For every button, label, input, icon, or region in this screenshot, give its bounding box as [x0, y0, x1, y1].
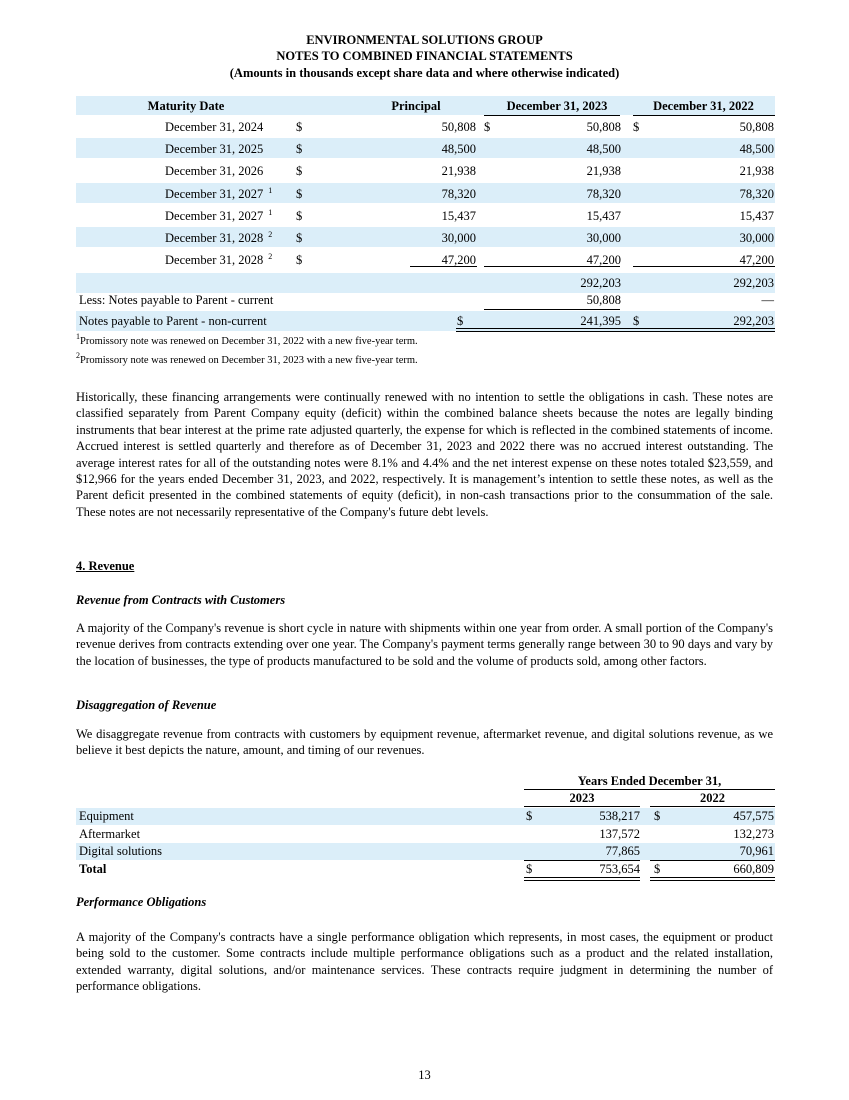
paragraph-contracts: A majority of the Company's revenue is short cycle in nature with shipments within one year from order. A small portion of the Company's revenue derives from contracts extending over one year. The Company's payment terms generally range between 30 to 90 days and vary by the location of businesses, the type of products manufactured to be sold and the volume of products sold, among other factors.	[76, 621, 773, 668]
subheading-disaggregation: Disaggregation of Revenue	[76, 698, 217, 712]
revenue-total-2023: 753,654	[599, 862, 640, 876]
dollar-sign: $	[526, 809, 533, 823]
subheading-performance: Performance Obligations	[76, 895, 207, 909]
maturity-date: December 31, 2027 $^1$	[165, 207, 273, 223]
total-2023: 292,203	[580, 276, 621, 290]
value-2022: 15,437	[739, 208, 774, 223]
dollar-sign: $	[296, 120, 303, 134]
dollar-sign: $	[457, 314, 464, 328]
value-2023: 48,500	[586, 142, 621, 157]
dollar-sign: $	[296, 208, 303, 223]
current-2022: —	[761, 293, 774, 307]
subheading-contracts: Revenue from Contracts with Customers	[76, 593, 286, 607]
table-row	[76, 227, 775, 247]
col-header-2022: December 31, 2022	[653, 99, 754, 113]
revenue-label: Equipment	[79, 809, 134, 823]
principal-value: 47,200	[441, 253, 476, 268]
dollar-sign: $	[484, 120, 491, 134]
principal-value: 78,320	[441, 186, 476, 201]
double-rule	[456, 331, 620, 332]
dollar-sign: $	[633, 314, 640, 328]
dollar-sign: $	[526, 862, 533, 876]
rule	[410, 266, 477, 267]
maturity-date: December 31, 2027 $^1$	[165, 185, 273, 201]
current-row	[76, 292, 775, 312]
total-2022: 292,203	[733, 276, 774, 290]
value-2023: 78,320	[586, 186, 621, 201]
double-rule	[605, 331, 775, 332]
revenue-2022: 70,961	[739, 844, 774, 858]
value-2022: 50,808	[739, 120, 774, 134]
col-header-maturity: Maturity Date	[147, 99, 225, 113]
paragraph-disaggregation: We disaggregate revenue from contracts with customers by equipment revenue, aftermarket revenue, and digital solutions revenue, as we believe it best depicts the nature, amount, and timing of our revenues.	[76, 727, 773, 758]
value-2022: 21,938	[739, 164, 774, 179]
double-rule	[650, 877, 775, 878]
double-rule	[605, 328, 775, 329]
noncurrent-label: Notes payable to Parent - non-current	[79, 314, 267, 328]
double-rule	[524, 880, 640, 881]
revenue-label: Digital solutions	[79, 844, 162, 858]
principal-value: 50,808	[441, 120, 476, 134]
revenue-label: Aftermarket	[79, 826, 141, 841]
paragraph-history: Historically, these financing arrangements were continually renewed with no intention to settle the obligations in cash. These notes are classified separately from Parent Company equity (deficit) within the combined balance sheets because the notes are legally binding instruments that bear interest at the prime rate adjusted quarterly, the expense for which is reflected in the combined statements of income. Accrued interest is settled quarterly and therefore as of December 31, 2023 and 2022 there was no accrued interest outstanding. The average interest rates for all of the outstanding notes were 8.1% and 4.4% and the net interest expense on these notes totaled $23,559, and $12,966 for the years ended December 31, 2023, and 2022, respectively. It is management’s intention to settle these notes, as well as the Parent deficit presented in the combined statements of equity (deficit), in non-cash transactions prior to the consummation of the sale. These notes are not necessarily representative of the Company's future debt levels.	[76, 390, 773, 519]
company-name: ENVIRONMENTAL SOLUTIONS GROUP	[306, 33, 543, 47]
table-row	[76, 205, 775, 225]
value-2023: 15,437	[586, 208, 621, 223]
revenue-row	[76, 826, 775, 843]
dollar-sign: $	[296, 231, 303, 245]
rule	[524, 806, 640, 807]
value-2022: 47,200	[739, 253, 774, 268]
double-rule	[650, 880, 775, 881]
dollar-sign: $	[296, 253, 303, 268]
col-header-2023: December 31, 2023	[506, 99, 608, 113]
principal-value: 21,938	[441, 164, 476, 179]
year-2022-header: 2022	[700, 791, 725, 805]
principal-value: 15,437	[441, 208, 476, 223]
rule	[484, 266, 620, 267]
rule	[633, 266, 775, 267]
value-2023: 30,000	[586, 231, 621, 245]
value-2023: 47,200	[586, 253, 621, 268]
col-header-principal: Principal	[391, 99, 441, 113]
maturity-date: December 31, 2025	[165, 142, 264, 157]
revenue-2023: 538,217	[599, 809, 640, 823]
maturity-date: December 31, 2028 $^2$	[165, 252, 273, 268]
current-2023: 50,808	[586, 293, 621, 307]
table-row	[76, 160, 775, 180]
current-label: Less: Notes payable to Parent - current	[79, 293, 274, 307]
revenue-total-2022: 660,809	[733, 862, 774, 876]
table-row	[76, 138, 775, 158]
document-subtitle: (Amounts in thousands except share data and where otherwise indicated)	[229, 66, 620, 80]
rule	[650, 806, 775, 807]
footnote-1: $^1$Promissory note was renewed on December 31, 2022 with a new five-year term.	[76, 332, 418, 347]
double-rule	[456, 328, 620, 329]
revenue-2023: 137,572	[599, 826, 640, 841]
revenue-total-label: Total	[79, 862, 107, 876]
page-number: 13	[418, 1068, 431, 1082]
dollar-sign: $	[654, 862, 661, 876]
dollar-sign: $	[296, 186, 303, 201]
maturity-date: December 31, 2028 $^2$	[165, 230, 273, 245]
footnote-2: $^2$Promissory note was renewed on December 31, 2023 with a new five-year term.	[76, 351, 418, 366]
total-row	[76, 273, 775, 293]
revenue-2022: 132,273	[733, 826, 774, 841]
table-row	[76, 116, 775, 136]
value-2022: 48,500	[739, 142, 774, 157]
value-2022: 78,320	[739, 186, 774, 201]
principal-value: 30,000	[441, 231, 476, 245]
revenue-2023: 77,865	[605, 844, 640, 858]
dollar-sign: $	[633, 120, 640, 134]
principal-value: 48,500	[441, 142, 476, 157]
value-2022: 30,000	[739, 231, 774, 245]
section-heading-revenue: 4. Revenue	[76, 559, 135, 573]
value-2023: 21,938	[586, 164, 621, 179]
revenue-total-row	[76, 861, 775, 878]
year-2023-header: 2023	[569, 791, 595, 805]
dollar-sign: $	[296, 142, 303, 157]
table-header-row	[76, 96, 775, 115]
maturity-date: December 31, 2026	[165, 164, 264, 179]
maturity-date: December 31, 2024	[165, 120, 264, 134]
double-rule	[524, 877, 640, 878]
noncurrent-2022: 292,203	[733, 314, 774, 328]
paragraph-performance: A majority of the Company's contracts have a single performance obligation which represents, in most cases, the equipment or product being sold to the customer. Some contracts include multiple performance obligations such as a product and the related installation, extended warranty, digital solutions, and/or maintenance services. These contracts require judgment in determining the number of performance obligations.	[76, 930, 773, 994]
period-header: Years Ended December 31,	[577, 774, 722, 788]
revenue-row	[76, 808, 775, 825]
document-title: NOTES TO COMBINED FINANCIAL STATEMENTS	[276, 49, 573, 63]
table-row	[76, 183, 775, 203]
noncurrent-2023: 241,395	[580, 314, 621, 328]
dollar-sign: $	[654, 809, 661, 823]
value-2023: 50,808	[586, 120, 621, 134]
dollar-sign: $	[296, 164, 303, 179]
rule	[484, 309, 620, 310]
revenue-2022: 457,575	[733, 809, 774, 823]
revenue-row	[76, 843, 775, 860]
